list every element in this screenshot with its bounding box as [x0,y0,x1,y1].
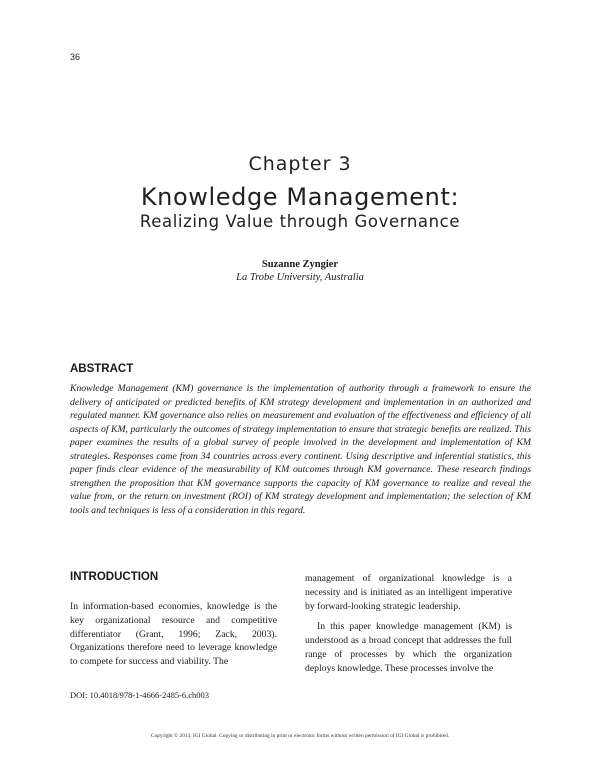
chapter-label: Chapter 3 [248,153,352,175]
chapter-title: Knowledge Management: [140,183,460,211]
author-name: Suzanne Zyngier [261,259,339,270]
author-affiliation: La Trobe University, Australia [236,272,364,283]
abstract-body [70,382,531,517]
chapter-subtitle: Realizing Value through Governance [139,212,461,231]
introduction-paragraph-1b: management of organizational knowledge is a necessity and is initiated as an intelligent imperative by forward-looking strategic leadership. [305,573,512,612]
doi: DOI: 10.4018/978-1-4666-2485-6.ch003 [70,690,210,700]
abstract-heading: ABSTRACT [70,363,134,375]
introduction-heading: INTRODUCTION [70,571,159,583]
introduction-paragraph-2: In this paper knowledge management (KM) is understood as a broad concept that addresses the full range of processes by which the organization deploys knowledge. These processes involve the [305,621,512,674]
copyright-notice: Copyright © 2013, IGI Global. Copying or distributing in print or electronic forms without written permission of IGI Global is prohibited. [150,733,450,739]
introduction-left-column [70,600,277,669]
introduction-paragraph-1a: In information-based economies, knowledge is the key organizational resource and competitive differentiator (Grant, 1996; Zack, 2003). Organizations therefore need to leverage knowledge to compete for success and viability. The [70,601,277,668]
abstract-text: Knowledge Management (KM) governance is the implementation of authority through a framework to ensure the delivery of anticipated or predicted benefits of KM strategy development and implementation in an authorized and regulated manner. KM governance also relies on measurement and evaluation of the effectiveness and efficiency of all aspects of KM, particularly the outcomes of strategy implementation to ensure that strategic benefits are realized. This paper examines the results of a global survey of people involved in the development and implementation of KM strategies. Responses came from 34 countries across every continent. Using descriptive and inferential statistics, this paper finds clear evidence of the measurability of KM outcomes through KM governance. These research findings strengthen the proposition that KM governance supports the capacity of KM governance to realize and reveal the value from, or the return on investment (ROI) of KM strategy development and implementation; the selection of KM tools and techniques is less of a consideration in this regard. [70,383,531,516]
page-number: 36 [70,52,81,62]
introduction-right-column [305,572,512,676]
